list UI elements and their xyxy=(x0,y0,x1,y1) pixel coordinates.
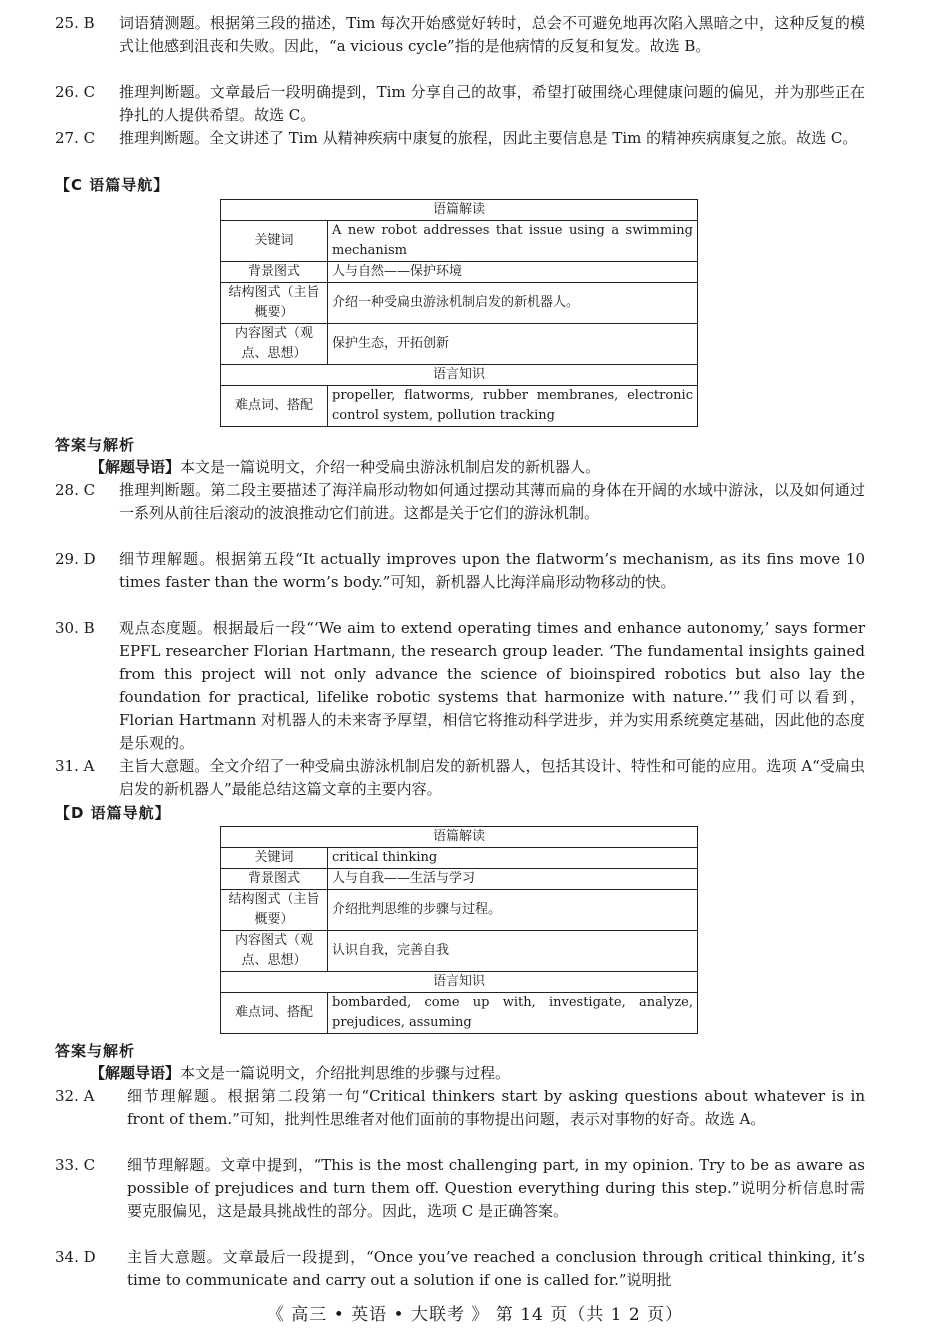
guide-label: 【解题导语】 xyxy=(90,1064,181,1082)
guide-line xyxy=(90,1062,870,1085)
answer-explanation: 观点态度题。根据最后一段“‘We aim to extend operating times and enhance autonomy,’ says former EPFL researcher Florian Hartmann, the research group leader. ‘The fundamental insights gained from this project will not only advance the science of bioinspired robotics but also lay the foundation for practical, lifelike robotic systems that harmonize with nature.’”我们可以看到，Florian Hartmann 对机器人的未来寄予厚望，相信它将推动科学进步，并为实用系统奠定基础，因此他的态度是乐观的。 xyxy=(119,619,865,752)
row-label: 关键词 xyxy=(221,221,328,262)
answer-number: 33. C xyxy=(55,1156,96,1174)
section-c-table xyxy=(220,199,698,427)
answer-item xyxy=(55,12,865,58)
row-label: 背景图式 xyxy=(221,869,328,890)
answer-number: 32. A xyxy=(55,1087,95,1105)
answer-number: 25. B xyxy=(55,14,95,32)
answer-number: 31. A xyxy=(55,757,95,775)
guide-text: 本文是一篇说明文，介绍批判思维的步骤与过程。 xyxy=(180,1064,511,1082)
answer-number: 34. D xyxy=(55,1248,96,1266)
guide-line xyxy=(90,456,870,479)
answer-item xyxy=(55,1246,865,1292)
answer-number: 28. C xyxy=(55,481,96,499)
answer-item xyxy=(55,617,865,755)
answer-item xyxy=(55,81,865,127)
answer-item xyxy=(55,1154,865,1223)
answer-explanation: 细节理解题。根据第五段“It actually improves upon the flatworm’s mechanism, as its fins move 10 times faster than the worm’s body.”可知，新机器人比海洋扁形动物移动的快。 xyxy=(119,550,865,591)
answer-explanation: 细节理解题。文章中提到，“This is the most challenging part, in my opinion. Try to be as aware as possible of prejudices and turn them off. Question everything during this step.”说明分析信息时需要克服偏见，这是最具挑战性的部分。因此，选项 C 是正确答案。 xyxy=(127,1156,865,1220)
row-value: propeller, flatworms, rubber membranes, electronic control system, pollution tracking xyxy=(328,386,698,427)
row-label: 关键词 xyxy=(221,848,328,869)
row-value: 认识自我，完善自我 xyxy=(328,931,698,972)
table-section-title: 语篇解读 xyxy=(221,827,698,848)
row-value: 介绍一种受扁虫游泳机制启发的新机器人。 xyxy=(328,283,698,324)
answer-explanation: 主旨大意题。文章最后一段提到，“Once you’ve reached a conclusion through critical thinking, it’s time to communicate and carry out a solution if one is called for.”说明批 xyxy=(127,1248,865,1289)
answer-number: 29. D xyxy=(55,550,96,568)
answer-number: 30. B xyxy=(55,619,95,637)
row-label: 结构图式（主旨概要） xyxy=(221,890,328,931)
answer-item xyxy=(55,548,865,594)
answer-explanation: 主旨大意题。全文介绍了一种受扁虫游泳机制启发的新机器人，包括其设计、特性和可能的应用。选项 A“受扁虫启发的新机器人”最能总结这篇文章的主要内容。 xyxy=(119,757,865,798)
answer-item xyxy=(55,127,865,150)
answer-analysis-header: 答案与解析 xyxy=(55,1042,136,1060)
answer-analysis-header: 答案与解析 xyxy=(55,436,136,454)
row-label: 内容图式（观点、思想） xyxy=(221,324,328,365)
row-value: A new robot addresses that issue using a swimming mechanism xyxy=(328,221,698,262)
row-value: 人与自我——生活与学习 xyxy=(328,869,698,890)
table-section-title: 语篇解读 xyxy=(221,200,698,221)
table-section-title: 语言知识 xyxy=(221,972,698,993)
row-value: 人与自然——保护环境 xyxy=(328,262,698,283)
section-c-header: 【C 语篇导航】 xyxy=(55,176,170,194)
answer-explanation: 推理判断题。第二段主要描述了海洋扁形动物如何通过摆动其薄而扁的身体在开阔的水域中游泳，以及如何通过一系列从前往后滚动的波浪推动它们前进。这都是关于它们的游泳机制。 xyxy=(119,481,865,522)
row-label: 结构图式（主旨概要） xyxy=(221,283,328,324)
row-label: 难点词、搭配 xyxy=(221,993,328,1034)
row-label: 内容图式（观点、思想） xyxy=(221,931,328,972)
row-value: 保护生态，开拓创新 xyxy=(328,324,698,365)
section-d-header: 【D 语篇导航】 xyxy=(55,804,171,822)
table-section-title: 语言知识 xyxy=(221,365,698,386)
row-label: 背景图式 xyxy=(221,262,328,283)
answer-item xyxy=(55,1085,865,1131)
answer-number: 27. C xyxy=(55,129,96,147)
answer-item xyxy=(55,479,865,525)
answer-explanation: 推理判断题。全文讲述了 Tim 从精神疾病中康复的旅程，因此主要信息是 Tim 的精神疾病康复之旅。故选 C。 xyxy=(119,129,858,147)
answer-item xyxy=(55,755,865,801)
section-d-table xyxy=(220,826,698,1034)
row-value: 介绍批判思维的步骤与过程。 xyxy=(328,890,698,931)
page-footer: 《 高三 • 英语 • 大联考 》 第 14 页（共 1 2 页） xyxy=(266,1305,684,1325)
row-value: bombarded, come up with, investigate, analyze, prejudices, assuming xyxy=(328,993,698,1034)
answer-explanation: 词语猜测题。根据第三段的描述，Tim 每次开始感觉好转时，总会不可避免地再次陷入黑暗之中，这种反复的模式让他感到沮丧和失败。因此，“a vicious cycle”指的是他病情的反复和复发。故选 B。 xyxy=(119,14,865,55)
answer-explanation: 推理判断题。文章最后一段明确提到，Tim 分享自己的故事，希望打破围绕心理健康问题的偏见，并为那些正在挣扎的人提供希望。故选 C。 xyxy=(119,83,865,124)
row-value: critical thinking xyxy=(328,848,698,869)
answer-number: 26. C xyxy=(55,83,96,101)
guide-label: 【解题导语】 xyxy=(90,458,181,476)
answer-explanation: 细节理解题。根据第二段第一句“Critical thinkers start by asking questions about whatever is in front of them.”可知，批判性思维者对他们面前的事物提出问题，表示对事物的好奇。故选 A。 xyxy=(127,1087,865,1128)
guide-text: 本文是一篇说明文，介绍一种受扁虫游泳机制启发的新机器人。 xyxy=(180,458,601,476)
row-label: 难点词、搭配 xyxy=(221,386,328,427)
